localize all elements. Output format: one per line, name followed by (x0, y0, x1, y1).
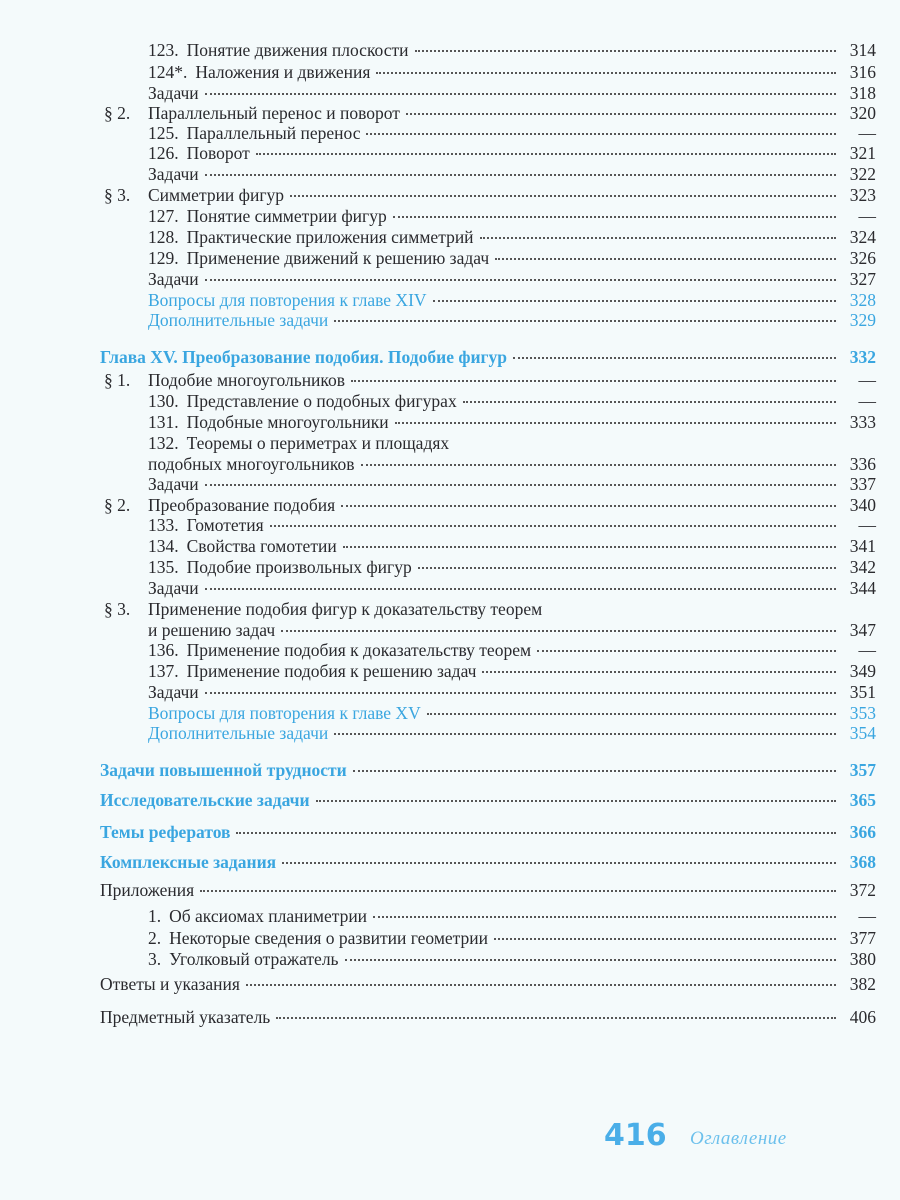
toc-entry (0, 973, 876, 995)
entry-page: 340 (849, 495, 876, 515)
toc-entry (0, 821, 876, 843)
toc-entry (0, 948, 876, 970)
dot-leader (290, 195, 836, 197)
toc-entry (0, 619, 876, 641)
toc-entry (0, 61, 876, 83)
entry-title: Параллельный перенос и поворот (148, 103, 400, 123)
entry-title: Уголковый отражатель (169, 949, 339, 969)
entry-page: 320 (849, 103, 876, 123)
entry-title: Задачи повышенной трудности (100, 760, 347, 780)
entry-title: Задачи (148, 164, 199, 184)
entry-title: Дополнительные задачи (148, 310, 329, 330)
entry-number: 135. (148, 557, 179, 577)
entry-title: Понятие симметрии фигур (186, 206, 387, 226)
dot-leader (537, 650, 836, 652)
dot-leader (351, 380, 836, 382)
entry-page: 326 (849, 248, 876, 268)
dot-leader (236, 832, 836, 834)
entry-title: Задачи (148, 269, 199, 289)
dot-leader (494, 938, 836, 940)
entry-page: — (858, 640, 876, 660)
entry-page: 314 (849, 40, 876, 60)
entry-number: 1. (148, 906, 162, 926)
entry-title: Применение подобия фигур к доказательству теорем (148, 599, 543, 619)
toc-entry (0, 556, 876, 578)
toc-entry (0, 39, 876, 61)
entry-number: 137. (148, 661, 179, 681)
entry-title: Ответы и указания (100, 974, 240, 994)
dot-leader (513, 357, 836, 359)
dot-leader (482, 671, 836, 673)
toc-entry (0, 473, 876, 495)
dot-leader (427, 713, 836, 715)
entry-page: 327 (849, 269, 876, 289)
toc-entry (0, 346, 876, 368)
entry-number: 131. (148, 412, 179, 432)
entry-page: 365 (849, 790, 876, 810)
entry-title: Глава XV. Преобразование подобия. Подобие фигур (100, 347, 507, 367)
entry-title: Свойства гомотетии (186, 536, 337, 556)
entry-page: 382 (849, 974, 876, 994)
toc-entry (0, 851, 876, 873)
entry-title: Дополнительные задачи (148, 723, 329, 743)
dot-leader (281, 630, 836, 632)
section-marker: § 2. (104, 103, 131, 123)
toc-entry (0, 289, 876, 311)
dot-leader (415, 50, 836, 52)
toc-entry (0, 163, 876, 185)
entry-page: 332 (849, 347, 876, 367)
entry-title: Темы рефератов (100, 822, 231, 842)
toc-entry (0, 432, 876, 454)
dot-leader (205, 174, 836, 176)
toc-entry (0, 453, 876, 475)
entry-title: Некоторые сведения о развитии геометрии (169, 928, 489, 948)
dot-leader (316, 800, 836, 802)
toc-entry (0, 577, 876, 599)
toc-entry (0, 702, 876, 724)
toc-entry (0, 102, 876, 124)
toc-entry (0, 1006, 876, 1028)
entry-page: 328 (849, 290, 876, 310)
section-marker: § 1. (104, 370, 131, 390)
entry-title: Предметный указатель (100, 1007, 271, 1027)
entry-page: — (858, 206, 876, 226)
dot-leader (200, 890, 836, 892)
entry-number: 134. (148, 536, 179, 556)
dot-leader (406, 113, 836, 115)
dot-leader (205, 588, 836, 590)
dot-leader (433, 300, 836, 302)
toc-entry (0, 535, 876, 557)
dot-leader (256, 153, 836, 155)
entry-page: 368 (849, 852, 876, 872)
entry-title: Задачи (148, 83, 199, 103)
dot-leader (495, 258, 836, 260)
entry-page: 337 (849, 474, 876, 494)
entry-number: 130. (148, 391, 179, 411)
entry-page: 357 (849, 760, 876, 780)
entry-number: 2. (148, 928, 162, 948)
entry-title: Поворот (186, 143, 250, 163)
entry-title: Подобие произвольных фигур (186, 557, 412, 577)
toc-entry (0, 660, 876, 682)
dot-leader (373, 916, 836, 918)
dot-leader (395, 422, 836, 424)
entry-page: 323 (849, 185, 876, 205)
toc-entry (0, 122, 876, 144)
toc-entry (0, 411, 876, 433)
dot-leader (276, 1017, 836, 1019)
entry-number: 123. (148, 40, 179, 60)
entry-page: 341 (849, 536, 876, 556)
entry-page: — (858, 391, 876, 411)
running-footer-title: Оглавление (690, 1128, 787, 1149)
toc-entry (0, 184, 876, 206)
dot-leader (334, 733, 836, 735)
dot-leader (361, 464, 836, 466)
entry-number: 126. (148, 143, 179, 163)
entry-page: 322 (849, 164, 876, 184)
entry-page: 324 (849, 227, 876, 247)
entry-title: Задачи (148, 682, 199, 702)
entry-title: Приложения (100, 880, 195, 900)
entry-page: 329 (849, 310, 876, 330)
dot-leader (205, 279, 836, 281)
entry-number: 128. (148, 227, 179, 247)
toc-entry (0, 514, 876, 536)
entry-number: 3. (148, 949, 162, 969)
entry-number: 125. (148, 123, 179, 143)
entry-title: Параллельный перенос (186, 123, 361, 143)
dot-leader (376, 72, 836, 74)
entry-page: 406 (849, 1007, 876, 1027)
toc-entry (0, 268, 876, 290)
entry-title: Задачи (148, 474, 199, 494)
toc-entry (0, 309, 876, 331)
entry-title: Применение подобия к решению задач (186, 661, 477, 681)
entry-title: Практические приложения симметрий (186, 227, 474, 247)
entry-number: 127. (148, 206, 179, 226)
entry-title: Наложения и движения (195, 62, 371, 82)
entry-page: 342 (849, 557, 876, 577)
entry-title: Вопросы для повторения к главе XV (148, 703, 421, 723)
dot-leader (246, 984, 836, 986)
entry-page: 316 (849, 62, 876, 82)
dot-leader (345, 959, 836, 961)
entry-title: Подобие многоугольников (148, 370, 346, 390)
entry-title: Об аксиомах планиметрии (169, 906, 368, 926)
entry-number: 129. (148, 248, 179, 268)
entry-page: 336 (849, 454, 876, 474)
dot-leader (366, 133, 836, 135)
entry-page: 354 (849, 723, 876, 743)
dot-leader (282, 862, 836, 864)
dot-leader (205, 93, 836, 95)
entry-number: 133. (148, 515, 179, 535)
toc-entry (0, 905, 876, 927)
entry-number: 132. (148, 433, 179, 453)
entry-page: 372 (849, 880, 876, 900)
page-number: 416 (604, 1118, 667, 1153)
toc-entry (0, 142, 876, 164)
dot-leader (418, 567, 836, 569)
entry-title: Симметрии фигур (148, 185, 285, 205)
entry-page: — (858, 370, 876, 390)
section-marker: § 3. (104, 185, 131, 205)
dot-leader (463, 401, 836, 403)
entry-number: 124*. (148, 62, 188, 82)
toc-entry (0, 390, 876, 412)
toc-entry (0, 226, 876, 248)
entry-page: 321 (849, 143, 876, 163)
entry-title: Преобразование подобия (148, 495, 336, 515)
section-marker: § 3. (104, 599, 131, 619)
toc-entry (0, 879, 876, 901)
entry-title: Понятие движения плоскости (186, 40, 409, 60)
entry-title: Гомотетия (186, 515, 264, 535)
entry-page: 351 (849, 682, 876, 702)
toc-entry (0, 82, 876, 104)
entry-title: Вопросы для повторения к главе XIV (148, 290, 427, 310)
entry-page: — (858, 906, 876, 926)
entry-title: подобных многоугольников (148, 454, 355, 474)
toc-entry (0, 759, 876, 781)
entry-title: Представление о подобных фигурах (186, 391, 457, 411)
entry-page: 333 (849, 412, 876, 432)
toc-entry (0, 369, 876, 391)
entry-title: Применение движений к решению задач (186, 248, 490, 268)
entry-title: Применение подобия к доказательству теорем (186, 640, 532, 660)
entry-title: Исследовательские задачи (100, 790, 310, 810)
entry-page: 377 (849, 928, 876, 948)
toc-entry (0, 681, 876, 703)
toc-entry (0, 639, 876, 661)
dot-leader (334, 320, 836, 322)
entry-title: Задачи (148, 578, 199, 598)
toc-entry (0, 927, 876, 949)
toc-entry (0, 722, 876, 744)
entry-title: Теоремы о периметрах и площадях (186, 433, 450, 453)
entry-page: 366 (849, 822, 876, 842)
entry-page: 318 (849, 83, 876, 103)
entry-title: Комплексные задания (100, 852, 277, 872)
toc-entry (0, 789, 876, 811)
toc-entry (0, 247, 876, 269)
section-marker: § 2. (104, 495, 131, 515)
entry-page: 344 (849, 578, 876, 598)
dot-leader (270, 525, 836, 527)
dot-leader (353, 770, 836, 772)
entry-title: и решению задач (148, 620, 276, 640)
dot-leader (205, 484, 836, 486)
entry-page: — (858, 515, 876, 535)
dot-leader (393, 216, 836, 218)
entry-title: Подобные многоугольники (186, 412, 389, 432)
toc-entry (0, 598, 876, 620)
entry-number: 136. (148, 640, 179, 660)
toc-entry (0, 494, 876, 516)
entry-page: 380 (849, 949, 876, 969)
dot-leader (205, 692, 836, 694)
entry-page: 353 (849, 703, 876, 723)
entry-page: — (858, 123, 876, 143)
entry-page: 349 (849, 661, 876, 681)
entry-page: 347 (849, 620, 876, 640)
dot-leader (343, 546, 836, 548)
toc-entry (0, 205, 876, 227)
dot-leader (341, 505, 836, 507)
dot-leader (480, 237, 836, 239)
